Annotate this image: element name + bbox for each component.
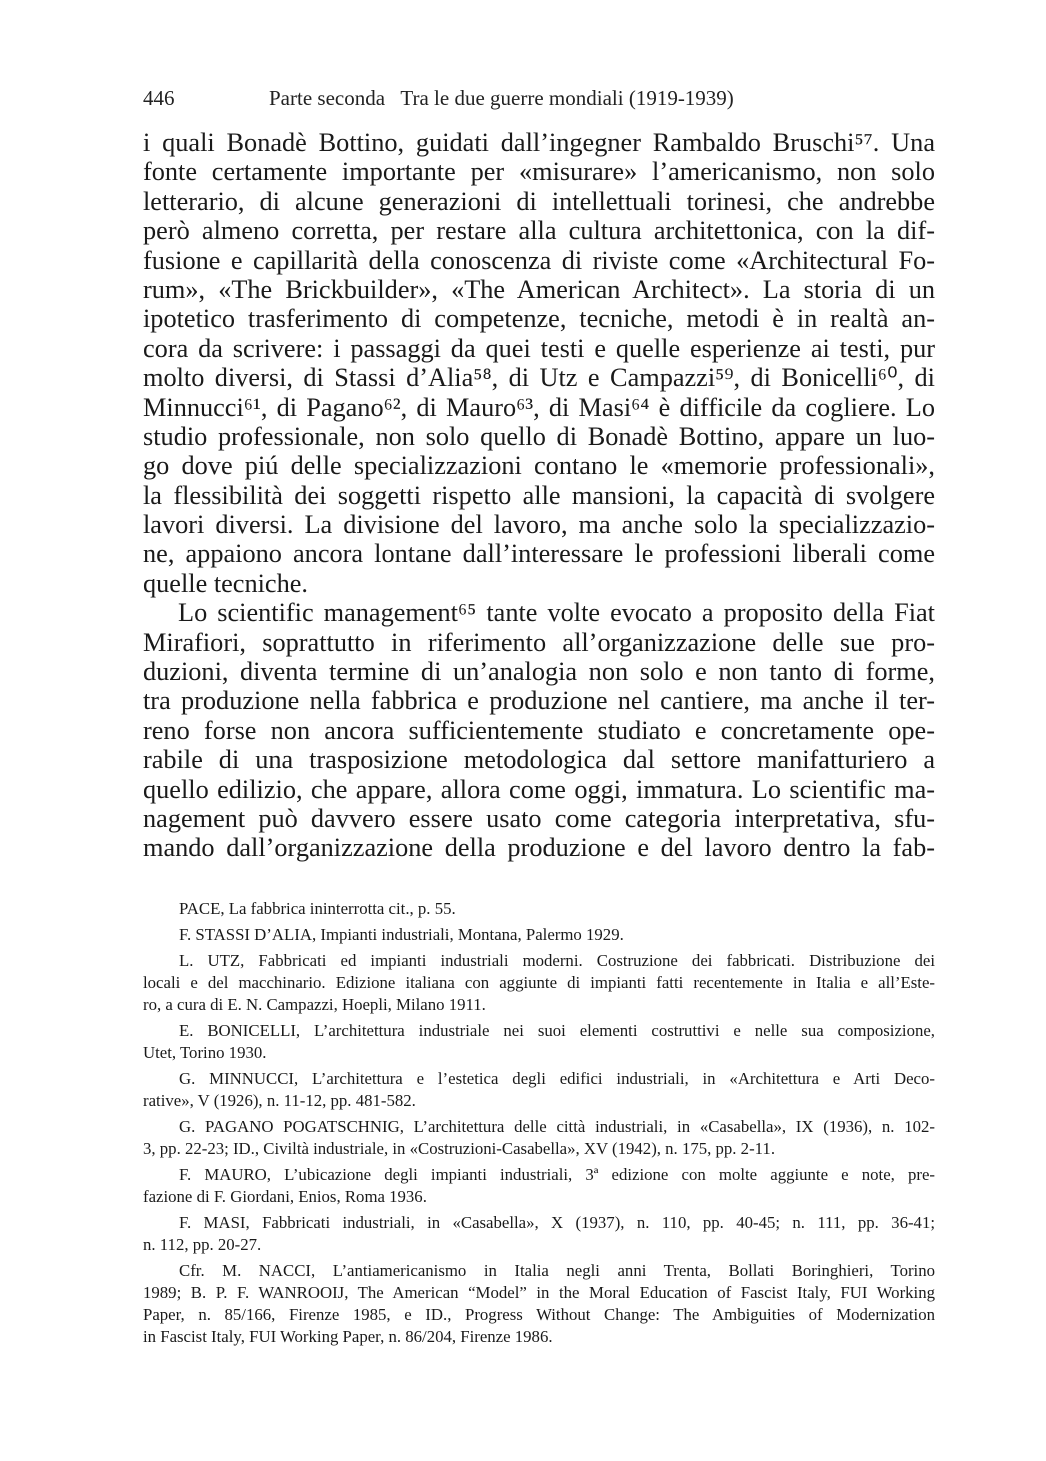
page-number: 446: [143, 86, 175, 110]
footnote-line: Cfr. M. NACCI, L’antiamericanismo in Italia negli anni Trenta, Bollati Boringhieri, Torino: [179, 1261, 935, 1280]
body-line: lavori diversi. La divisione del lavoro, ma anche solo la specializzazio-: [143, 510, 935, 540]
footnote-line: Utet, Torino 1930.: [143, 1043, 267, 1062]
footnote-58: [143, 924, 935, 946]
body-line: quello edilizio, che appare, allora come oggi, immatura. Lo scientific ma-: [143, 774, 935, 804]
body-line: tra produzione nella fabbrica e produzione nel cantiere, ma anche il ter-: [143, 686, 935, 716]
body-line: cora da scrivere: i passaggi da quei testi e quelle esperienze ai testi, pur: [143, 333, 935, 363]
footnote-57: [143, 898, 935, 920]
footnote-64: [143, 1212, 935, 1256]
footnote-line: locali e del macchinario. Edizione italiana con aggiunte di impianti fatti recentemente in Italia e all’Este-: [143, 973, 935, 992]
footnote-line: F. MASI, Fabbricati industriali, in «Casabella», X (1937), n. 110, pp. 40-45; n. 111, pp. 36-41;: [179, 1213, 935, 1232]
body-line: ipotetico trasferimento di competenze, tecniche, metodi è in realtà an-: [143, 304, 935, 334]
body-line: letterario, di alcune generazioni di intellettuali torinesi, che andrebbe: [143, 186, 935, 216]
footnote-line: 1989; B. P. F. WANROOIJ, The American “Model” in the Moral Education of Fascist Italy, FUI Working: [143, 1283, 935, 1302]
footnote-line: L. UTZ, Fabbricati ed impianti industriali moderni. Costruzione dei fabbricati. Distribuzione dei: [179, 951, 935, 970]
body-line: reno forse non ancora sufficientemente studiato e concretamente ope-: [143, 715, 935, 745]
body-line: i quali Bonadè Bottino, guidati dall’ingegner Rambaldo Bruschi⁵⁷. Una: [143, 128, 935, 157]
footnote-59: [143, 950, 935, 1016]
body-line: rabile di una trasposizione metodologica dal settore manifatturiero a: [143, 745, 935, 775]
footnote-65: [143, 1260, 935, 1348]
body-line: fonte certamente importante per «misurare» l’americanismo, non solo: [143, 157, 935, 187]
body-line: la flessibilità dei soggetti rispetto alle mansioni, la capacità di svolgere: [143, 480, 935, 510]
footnote-line: PACE, La fabbrica ininterrotta cit., p. 55.: [179, 899, 456, 918]
footnote-60: [143, 1020, 935, 1064]
footnotes: [143, 898, 935, 1352]
body-line: studio professionale, non solo quello di Bonadè Bottino, appare un luo-: [143, 421, 935, 451]
footnote-line: fazione di F. Giordani, Enios, Roma 1936.: [143, 1187, 427, 1206]
footnote-line: n. 112, pp. 20-27.: [143, 1235, 262, 1254]
body-line: go dove piú delle specializzazioni contano le «memorie professionali»,: [143, 451, 935, 481]
running-header: [143, 86, 943, 111]
footnote-line: F. STASSI D’ALIA, Impianti industriali, Montana, Palermo 1929.: [179, 925, 624, 944]
footnote-line: 3, pp. 22-23; ID., Civiltà industriale, in «Costruzioni-Casabella», XV (1942), n. 175, pp. 2-11.: [143, 1139, 776, 1158]
body-line: rum», «The Brickbuilder», «The American Architect». La storia di un: [143, 274, 935, 304]
footnote-line: G. MINNUCCI, L’architettura e l’estetica degli edifici industriali, in «Architettura e Arti Deco-: [179, 1069, 935, 1088]
body-line: però almeno corretta, per restare alla cultura architettonica, con la dif-: [143, 216, 935, 246]
footnote-63: [143, 1164, 935, 1208]
footnote-line: rative», V (1926), n. 11-12, pp. 481-582.: [143, 1091, 416, 1110]
footnote-line: G. PAGANO POGATSCHNIG, L’architettura delle città industriali, in «Casabella», IX (1936), n. 102-: [179, 1117, 935, 1136]
body-line: ne, appaiono ancora lontane dall’interessare le professioni liberali come: [143, 539, 935, 569]
footnote-line: F. MAURO, L’ubicazione degli impianti industriali, 3ª edizione con molte aggiunte e note, pre-: [179, 1165, 935, 1184]
body-line: Mirafiori, soprattutto in riferimento all’organizzazione delle sue pro-: [143, 627, 935, 657]
body-line: fusione e capillarità della conoscenza di riviste come «Architectural Fo-: [143, 245, 935, 275]
body-text: [143, 128, 935, 863]
footnote-line: ro, a cura di E. N. Campazzi, Hoepli, Milano 1911.: [143, 995, 486, 1014]
body-line: Minnucci⁶¹, di Pagano⁶², di Mauro⁶³, di Masi⁶⁴ è difficile da cogliere. Lo: [143, 392, 935, 422]
footnote-line: E. BONICELLI, L’architettura industriale nei suoi elementi costruttivi e nelle sua composizione,: [179, 1021, 935, 1040]
body-line: quelle tecniche.: [143, 568, 308, 598]
running-title: Parte seconda Tra le due guerre mondiali (1919-1939): [269, 86, 734, 110]
footnote-line: in Fascist Italy, FUI Working Paper, n. 86/204, Firenze 1986.: [143, 1327, 553, 1346]
body-line: Lo scientific management⁶⁵ tante volte evocato a proposito della Fiat: [178, 598, 935, 628]
footnote-line: Paper, n. 85/166, Firenze 1985, e ID., Progress Without Change: The Ambiguities of Modernization: [143, 1305, 935, 1324]
footnote-61: [143, 1068, 935, 1112]
body-line: duzioni, diventa termine di un’analogia non solo e non tanto di forme,: [143, 657, 935, 687]
footnote-62: [143, 1116, 935, 1160]
body-line: molto diversi, di Stassi d’Alia⁵⁸, di Utz e Campazzi⁵⁹, di Bonicelli⁶⁰, di: [143, 363, 935, 393]
body-line: nagement può davvero essere usato come categoria interpretativa, sfu-: [143, 803, 935, 833]
body-line: mando dall’organizzazione della produzione e del lavoro dentro la fab-: [143, 833, 935, 863]
